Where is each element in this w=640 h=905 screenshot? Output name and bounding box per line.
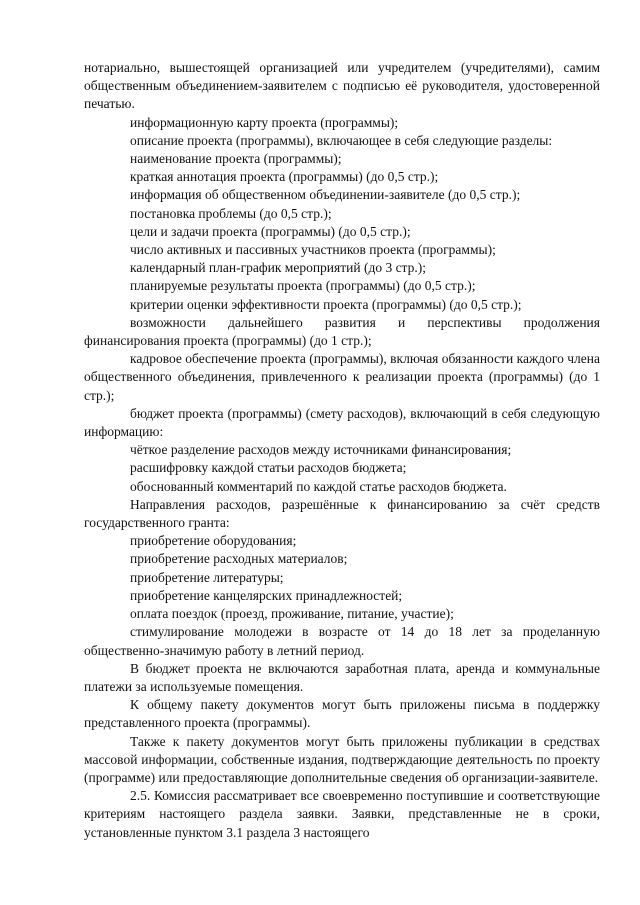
list-item: критерии оценки эффективности проекта (программы) (до 0,5 стр.); [130,296,522,312]
paragraph-expense-directions: Направления расходов, разрешённые к финансированию за счёт средств государственного гранта: [84,496,600,531]
list-item: приобретение канцелярских принадлежностей; [130,587,403,603]
paragraph-intro: нотариально, вышестоящей организацией или учредителем (учредителями), самим общественным объединением-заявителем с подписью её руководителя, удостоверенной печатью. [84,60,600,112]
list-application-contents [84,114,600,314]
list-item: приобретение оборудования; [130,533,297,549]
list-item: чёткое разделение расходов между источниками финансирования; [130,442,512,458]
list-item: описание проекта (программы), включающее в себя следующие разделы: [130,132,553,148]
list-item-staffing: кадровое обеспечение проекта (программы), включая обязанности каждого члена общественного объединения, привлеченного к реализации проекта (программы) (до 1 стр.); [84,351,600,403]
paragraph-publications: Также к пакету документов могут быть приложены публикации в средствах массовой информации, собственные издания, подтверждающие деятельность по проекту (программе) или предоставляющие дополнительные сведения об организации-заявителе. [84,733,600,785]
list-item: число активных и пассивных участников проекта (программы); [130,242,496,258]
paragraph-support-letters: К общему пакету документов могут быть приложены письма в поддержку представленного проекта (программы). [84,697,600,731]
list-expense-directions [84,532,600,623]
list-item: наименование проекта (программы); [130,151,342,167]
list-item: приобретение расходных материалов; [130,551,348,567]
list-item-youth: стимулирование молодежи в возрасте от 14 до 18 лет за проделанную общественно-значимую работу в летний период. [84,624,600,658]
list-item: информационную карту проекта (программы); [130,114,399,130]
list-item: оплата поездок (проезд, проживание, питание, участие); [130,606,454,622]
list-item: цели и задачи проекта (программы) (до 0,5 стр.); [130,223,411,239]
list-item: расшифровку каждой статьи расходов бюджета; [130,460,407,476]
list-item: приобретение литературы; [130,569,284,585]
document-page [84,59,600,842]
list-item: планируемые результаты проекта (программы) (до 0,5 стр.); [130,278,476,294]
paragraph-excluded-costs: В бюджет проекта не включаются заработная плата, аренда и коммунальные платежи за используемые помещения. [84,660,600,694]
list-item-budget: бюджет проекта (программы) (смету расходов), включающий в себя следующую информацию: [84,405,600,440]
list-item-prospects: возможности дальнейшего развития и перспективы продолжения финансирования проекта (программы) (до 1 стр.); [84,314,600,349]
list-budget-info [84,441,600,496]
list-item: информация об общественном объединении-заявителе (до 0,5 стр.); [130,187,521,203]
paragraph-commission: 2.5. Комиссия рассматривает все своевременно поступившие и соответствующие критериям настоящего раздела заявки. Заявки, представленные не в сроки, установленные пунктом 3.1 раздела 3 настоящего [84,788,600,840]
list-item: обоснованный комментарий по каждой статье расходов бюджета. [130,478,507,494]
list-item: постановка проблемы (до 0,5 стр.); [130,205,332,221]
list-item: краткая аннотация проекта (программы) (до 0,5 стр.); [130,169,439,185]
list-item: календарный план-график мероприятий (до 3 стр.); [130,260,426,276]
